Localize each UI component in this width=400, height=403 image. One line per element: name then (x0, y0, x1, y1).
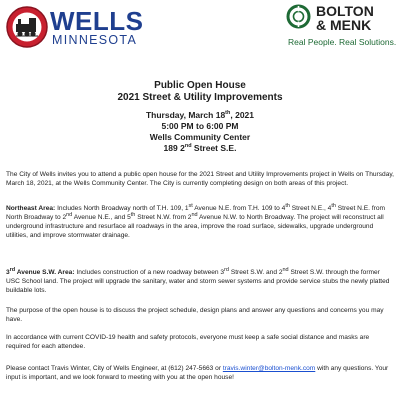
purpose-paragraph: The purpose of the open house is to discuss the project schedule, design plans and answer any questions and concerns you may have. (6, 307, 384, 324)
bolton-menk-tagline: Real People. Real Solutions. (288, 37, 397, 47)
wells-train-emblem-icon (6, 5, 48, 49)
wells-logo (6, 5, 166, 51)
contact-paragraph: Please contact Travis Winter, City of Wells Engineer, at (612) 247-5663 or travis.winter@bolton-menk.com with any questions. Your input is important, and we look forward to meeting with you at the open house! (6, 365, 389, 382)
event-address: 189 2nd Street S.E. (163, 143, 237, 153)
wells-state: MINNESOTA (52, 33, 138, 47)
bolton-menk-name-line2: & MENK (316, 17, 372, 33)
event-venue: Wells Community Center (149, 132, 251, 142)
event-details (0, 110, 400, 154)
southwest-paragraph: 3rd Avenue S.W. Area: Includes construction of a new roadway between 3rd Street S.W. and 2nd Street S.W. through the former USC School land. The project will upgrade the sanitary, water and storm sewer systems and provide service stubs the newly platted buildable lots. (6, 266, 390, 295)
covid-paragraph: In accordance with current COVID-19 health and safety protocols, everyone must keep a safe social distance and masks are required for each attendee. (6, 334, 370, 351)
bolton-menk-logo (286, 4, 398, 50)
contact-email-link[interactable]: travis.winter@bolton-menk.com (222, 365, 316, 372)
northeast-label: Northeast Area: (6, 205, 56, 212)
wells-name: WELLS (50, 6, 144, 36)
event-time: 5:00 PM to 6:00 PM (161, 121, 239, 131)
page-title (0, 80, 400, 104)
northeast-paragraph: Northeast Area: Includes North Broadway north of T.H. 109, 1st Avenue N.E. from T.H. 109 to 4th Street N.E., 4th Street N.E. from North Broadway to 2nd Avenue N.E., and 5th Street N.W. from 2nd Avenue N.W. to North Broadway. The project will reconstruct all underground infrastructure and resurface all roadways in the area, improve the road surface, sidewalks, upgrade underground utilities, and improve stormwater drainage. (6, 202, 386, 240)
event-date: Thursday, March 18th, 2021 (145, 110, 255, 120)
title-line1: Public Open House (154, 80, 246, 91)
bolton-menk-ring-icon (286, 4, 311, 29)
title-line2: 2021 Street & Utility Improvements (117, 92, 283, 103)
bolton-menk-name-line1: BOLTON (316, 3, 374, 19)
southwest-label: 3rd Avenue S.W. Area: (6, 266, 75, 276)
intro-paragraph: The City of Wells invites you to attend a public open house for the 2021 Street and Utility Improvements project in Wells on Thursday, March 18, 2021, at the Wells Community Center. The City is currently completing design on both areas of this project. (6, 171, 395, 188)
